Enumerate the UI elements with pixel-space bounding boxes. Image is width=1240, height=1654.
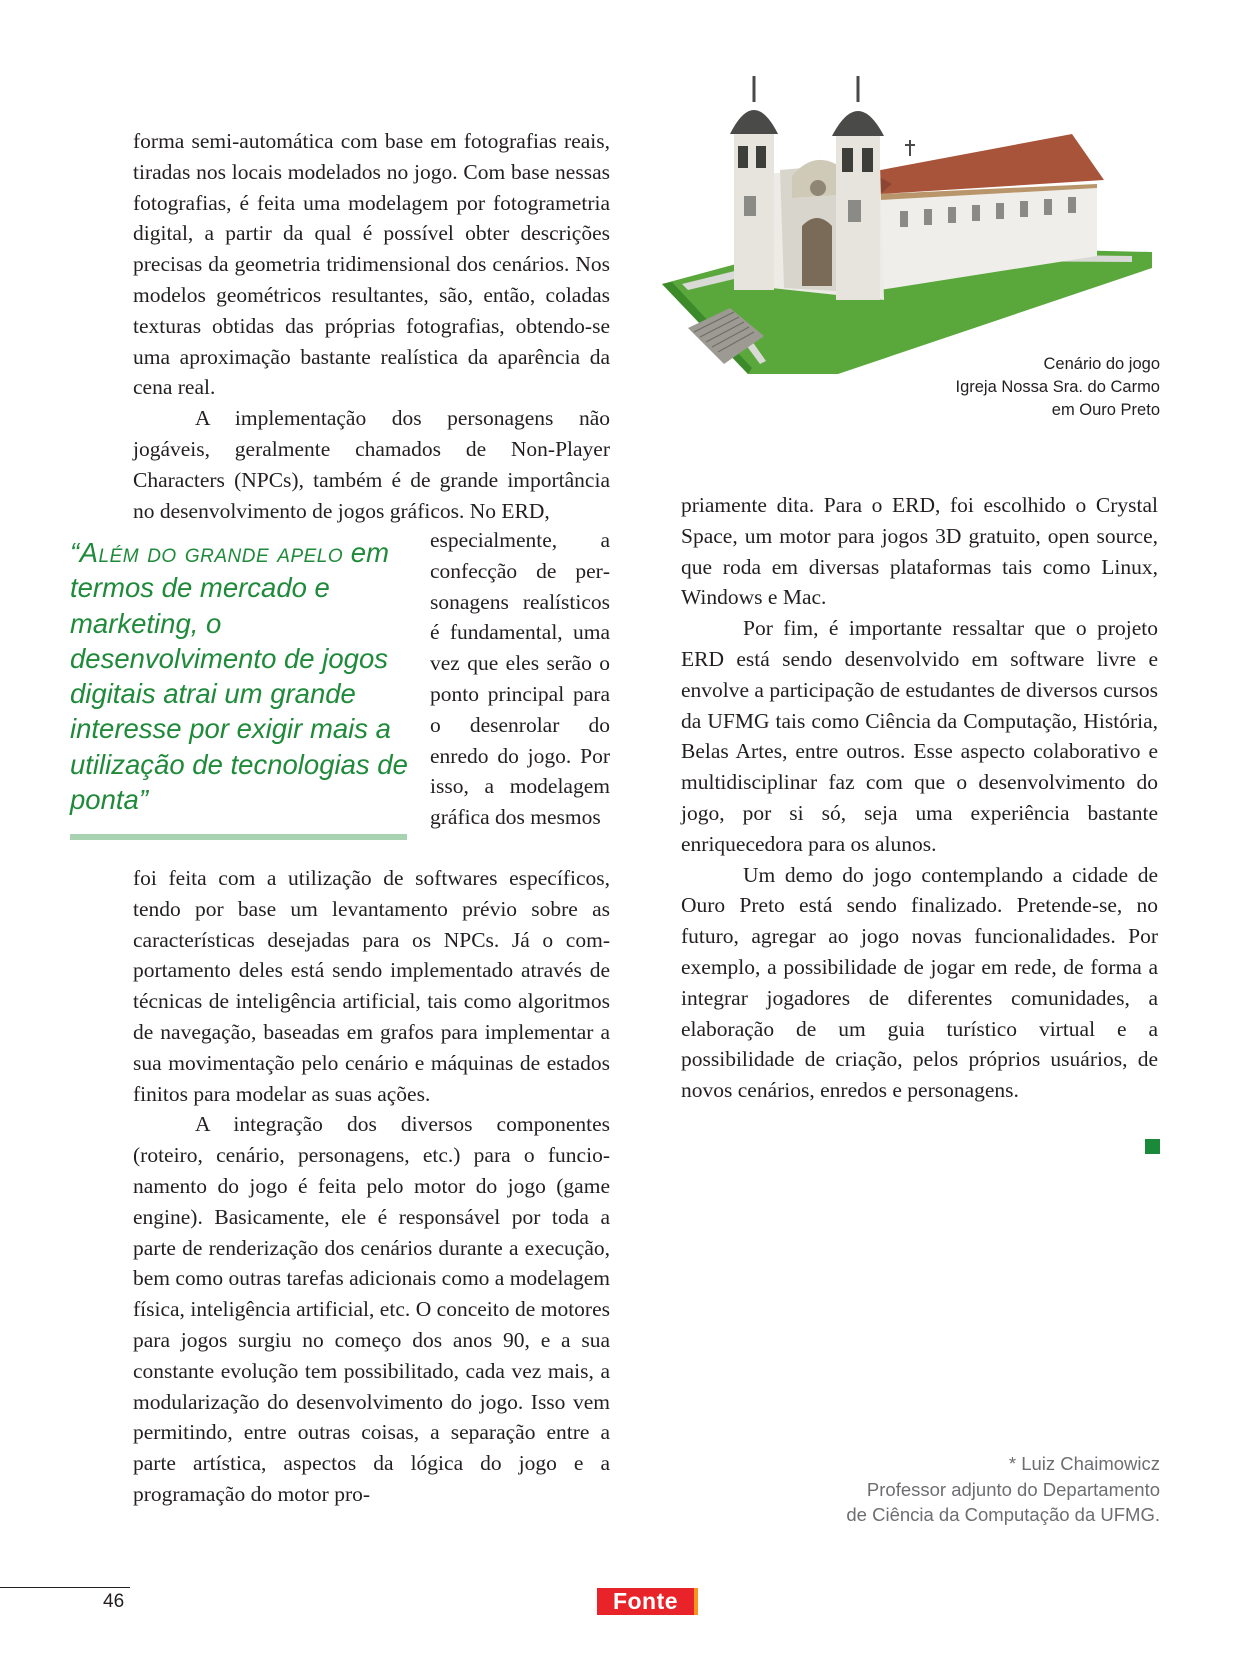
paragraph: Um demo do jogo contemplando a cidade de Ouro Preto está sendo finalizado. Pretende-se, no futuro, agregar ao jogo novas funcionalidades. Por exemplo, a possibilidade de jogar em rede, de forma a integrar jogadores de diferentes comunidades, a elaboração de um guia turístico virtual e a possibilidade de criação, pelos próprios usuários, de novos cenários, enredos e personagens. — [681, 862, 1158, 1103]
pull-quote-text: em termos de mercado e marketing, o desenvolvimento de jogos digitais atrai um grande interesse por exigir mais a utilização de tecnologias de ponta” — [70, 537, 408, 816]
figure-caption — [860, 353, 1160, 422]
author-title: de Ciência da Computação da UFMG. — [846, 1504, 1160, 1525]
caption-line: Cenário do jogo — [1043, 355, 1160, 373]
paragraph: A implementação dos personagens não jogáveis, geralmente chamados de Non-Player Characters (NPCs), também é de grande importância no desenvolvimento de jogos gráficos. No ERD, — [133, 406, 610, 523]
paragraph: especialmente, a confecção de personagens realísticos é fundamental, uma vez que eles serão o ponto principal para o desenrolar do enredo do jogo. Por isso, a modelagem gráfica dos mesmos — [430, 528, 610, 830]
pull-quote — [70, 535, 415, 817]
author-name: * Luiz Chaimowicz — [1008, 1453, 1160, 1474]
page-number: 46 — [103, 1591, 125, 1612]
fonte-logo — [597, 1588, 698, 1615]
left-column-top — [133, 126, 610, 526]
end-of-article-square-icon — [1145, 1139, 1160, 1154]
caption-line: em Ouro Preto — [1051, 401, 1160, 419]
pull-quote-rule — [70, 834, 407, 840]
left-column-bottom — [133, 863, 610, 1510]
footer-rule — [0, 1587, 130, 1588]
caption-line: Igreja Nossa Sra. do Carmo — [955, 378, 1160, 396]
paragraph: A integração dos diversos componentes (roteiro, cenário, personagens, etc.) para o funcionamento do jogo é feita pelo motor do jogo (game engine). Basicamente, ele é responsável por toda a parte de renderização dos cenários durante a execução, bem como outras tarefas adicionais como a modelagem física, inteligência artificial, etc. O conceito de motores para jogos surgiu no começo dos anos 90, e a sua constante evolução tem possibilitado, cada vez mais, a modularização do desenvolvimento do jogo. Isso vem permitindo, entre outras coisas, a separação entre a parte artística, aspectos da lógica do jogo e a programação do motor pro- — [133, 1112, 611, 1506]
church-3d-render-image — [652, 76, 1162, 376]
logo-text: Fonte — [612, 1588, 679, 1614]
paragraph: Por fim, é importante ressaltar que o projeto ERD está sendo desenvolvido em software livre e envolve a participação de estudantes de diversos cursos da UFMG tais como Ciência da Computação, História, Belas Artes, entre outros. Esse aspecto colaborativo e multidisciplinar faz com que o desenvolvimento do jogo, por si só, seja uma experiência bastante enriquecedora para os alunos. — [681, 616, 1159, 856]
left-column-wrap — [430, 525, 610, 833]
right-column — [681, 490, 1158, 1106]
paragraph: priamente dita. Para o ERD, foi escolhido o Crystal Space, um motor para jogos 3D gratuito, open source, que roda em diversas plataformas tais como Linux, Windows e Mac. — [681, 493, 1158, 610]
author-title: Professor adjunto do Departamento — [866, 1478, 1160, 1500]
paragraph: foi feita com a utilização de softwares específicos, tendo por base um levantamento prévio sobre as características desejadas para os NPCs. Já o comportamento deles está sendo implementado através de técnicas de inteligência artificial, tais como algoritmos de navegação, baseadas em grafos para implementar a sua movimentação pelo cenário e máquinas de estados finitos para modelar as suas ações. — [133, 866, 610, 1106]
paragraph: forma semi-automática com base em fotografias reais, tiradas nos locais modelados no jogo. Com base nessas fotografias, é feita uma modelagem por fotogrametria digital, a partir da qual é possível obter descrições precisas da geometria tridimensional dos cenários. Nos modelos geométricos resultantes, são, então, coladas texturas obtidas das próprias fotografias, obtendo-se uma aproximação bastante realística da aparência da cena real. — [133, 129, 610, 400]
author-info — [740, 1451, 1160, 1528]
pull-quote-lead: “Além do grande apelo — [70, 537, 344, 568]
